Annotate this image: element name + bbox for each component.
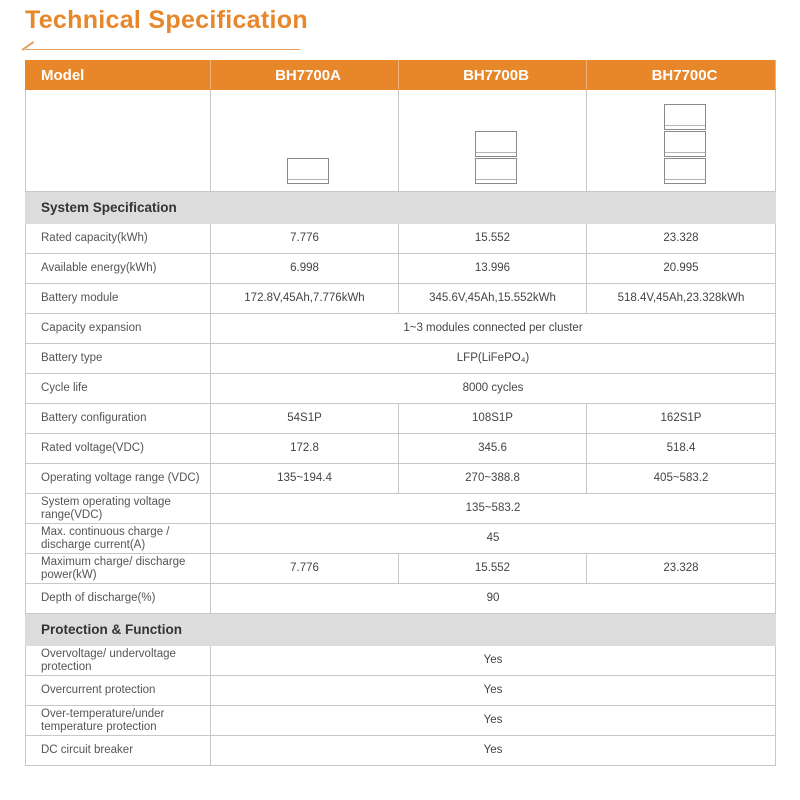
row-label: Capacity expansion [26,314,211,344]
row-value: 135~583.2 [211,494,776,524]
row-value: 45 [211,524,776,554]
spec-table [25,60,776,766]
row-label: Overcurrent protection [26,676,211,706]
row-label: Rated voltage(VDC) [26,434,211,464]
row-label: Depth of discharge(%) [26,584,211,614]
row-label: Available energy(kWh) [26,254,211,284]
model-c-header: BH7700C [587,61,776,90]
table-row [26,284,776,314]
battery-module-block [475,158,517,184]
row-value: 90 [211,584,776,614]
model-b-header: BH7700B [399,61,587,90]
row-value: 23.328 [587,554,776,584]
row-value: 23.328 [587,224,776,254]
table-row [26,494,776,524]
row-value: Yes [211,706,776,736]
row-value: LFP(LiFePO₄) [211,344,776,374]
section-title-protection: Protection & Function [26,614,776,646]
row-label: Operating voltage range (VDC) [26,464,211,494]
table-row [26,254,776,284]
row-value: 172.8V,45Ah,7.776kWh [211,284,399,314]
row-label: Rated capacity(kWh) [26,224,211,254]
table-row [26,314,776,344]
model-b-battery-image [414,90,578,191]
row-value: 162S1P [587,404,776,434]
table-row [26,404,776,434]
section-title-system: System Specification [26,192,776,224]
page-title: Technical Specification [25,6,308,34]
row-label: Overvoltage/ undervoltage protection [26,646,211,676]
table-row [26,706,776,736]
row-value: 135~194.4 [211,464,399,494]
table-row [26,434,776,464]
row-value: 15.552 [399,224,587,254]
row-value: 20.995 [587,254,776,284]
row-value: 7.776 [211,554,399,584]
table-row [26,554,776,584]
table-header-row [26,61,776,90]
row-value: 54S1P [211,404,399,434]
table-row [26,676,776,706]
image-row-label-cell [26,90,211,192]
battery-module-block [664,131,706,157]
model-b-image-cell [399,90,587,192]
table-row [26,646,776,676]
model-header: Model [26,61,211,90]
row-value: Yes [211,676,776,706]
model-c-image-cell [587,90,776,192]
row-value: 15.552 [399,554,587,584]
row-value: 345.6V,45Ah,15.552kWh [399,284,587,314]
row-value: 8000 cycles [211,374,776,404]
section-row-protection [26,614,776,646]
table-row [26,344,776,374]
table-row [26,524,776,554]
row-value: 518.4 [587,434,776,464]
battery-module-block [664,158,706,184]
row-label: Max. continuous charge / discharge current(A) [26,524,211,554]
table-row [26,224,776,254]
row-value: 270~388.8 [399,464,587,494]
row-value: 7.776 [211,224,399,254]
row-value: 1~3 modules connected per cluster [211,314,776,344]
section-row-system [26,192,776,224]
row-value: 108S1P [399,404,587,434]
table-row [26,464,776,494]
model-a-battery-image [226,90,390,191]
row-value: 6.998 [211,254,399,284]
row-value: 13.996 [399,254,587,284]
table-row [26,584,776,614]
product-image-row [26,90,776,192]
row-label: Cycle life [26,374,211,404]
row-label: Maximum charge/ discharge power(kW) [26,554,211,584]
row-label: Battery type [26,344,211,374]
battery-module-block [475,131,517,157]
row-value: 405~583.2 [587,464,776,494]
row-value: Yes [211,646,776,676]
row-label: DC circuit breaker [26,736,211,766]
battery-module-block [664,104,706,130]
model-a-image-cell [211,90,399,192]
row-value: 518.4V,45Ah,23.328kWh [587,284,776,314]
table-row [26,736,776,766]
battery-module-block [287,158,329,184]
row-label: Over-temperature/under temperature protection [26,706,211,736]
row-value: 172.8 [211,434,399,464]
row-label: System operating voltage range(VDC) [26,494,211,524]
row-value: Yes [211,736,776,766]
table-row [26,374,776,404]
title-underline [25,49,300,50]
row-label: Battery module [26,284,211,314]
model-c-battery-image [602,90,767,191]
row-label: Battery configuration [26,404,211,434]
model-a-header: BH7700A [211,61,399,90]
row-value: 345.6 [399,434,587,464]
